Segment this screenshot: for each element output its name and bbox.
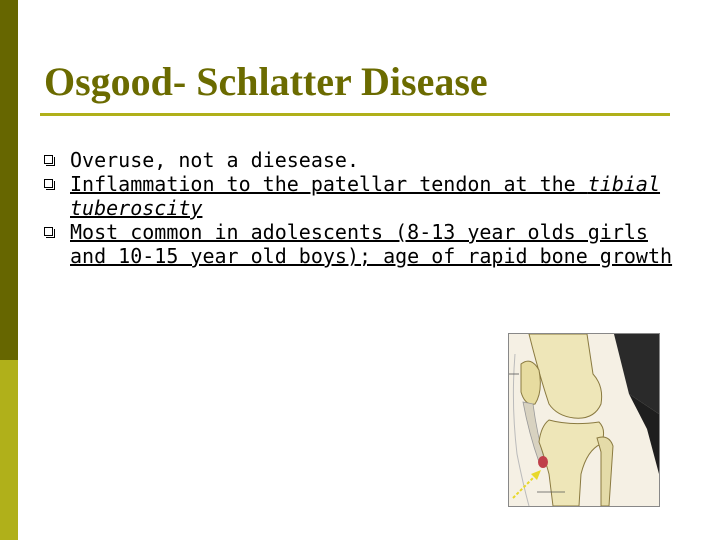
slide-title: Osgood- Schlatter Disease bbox=[44, 59, 488, 104]
sidebar-band-dark bbox=[0, 0, 18, 360]
square-bullet-icon bbox=[44, 227, 53, 236]
bullet-text bbox=[70, 172, 660, 220]
bullet-list bbox=[44, 148, 684, 268]
bullet-item bbox=[44, 148, 684, 172]
bullet-item bbox=[44, 172, 684, 220]
bullet-text: Overuse, not a diesease. bbox=[70, 148, 359, 172]
bullet-text-italic: tibial tuberoscity bbox=[70, 172, 661, 220]
title-underline-rule bbox=[40, 113, 670, 116]
sidebar-band-light bbox=[0, 360, 18, 540]
bullet-text-regular: Inflammation to the patellar tendon at the bbox=[70, 172, 588, 196]
knee-anatomy-figure bbox=[508, 333, 660, 507]
square-bullet-icon bbox=[44, 155, 53, 164]
bullet-item bbox=[44, 220, 684, 268]
bullet-text: Most common in adolescents (8-13 year olds girls and 10-15 year old boys); age of rapid bone growth bbox=[70, 220, 673, 268]
square-bullet-icon bbox=[44, 179, 53, 188]
knee-anatomy-illustration-icon bbox=[509, 334, 659, 506]
